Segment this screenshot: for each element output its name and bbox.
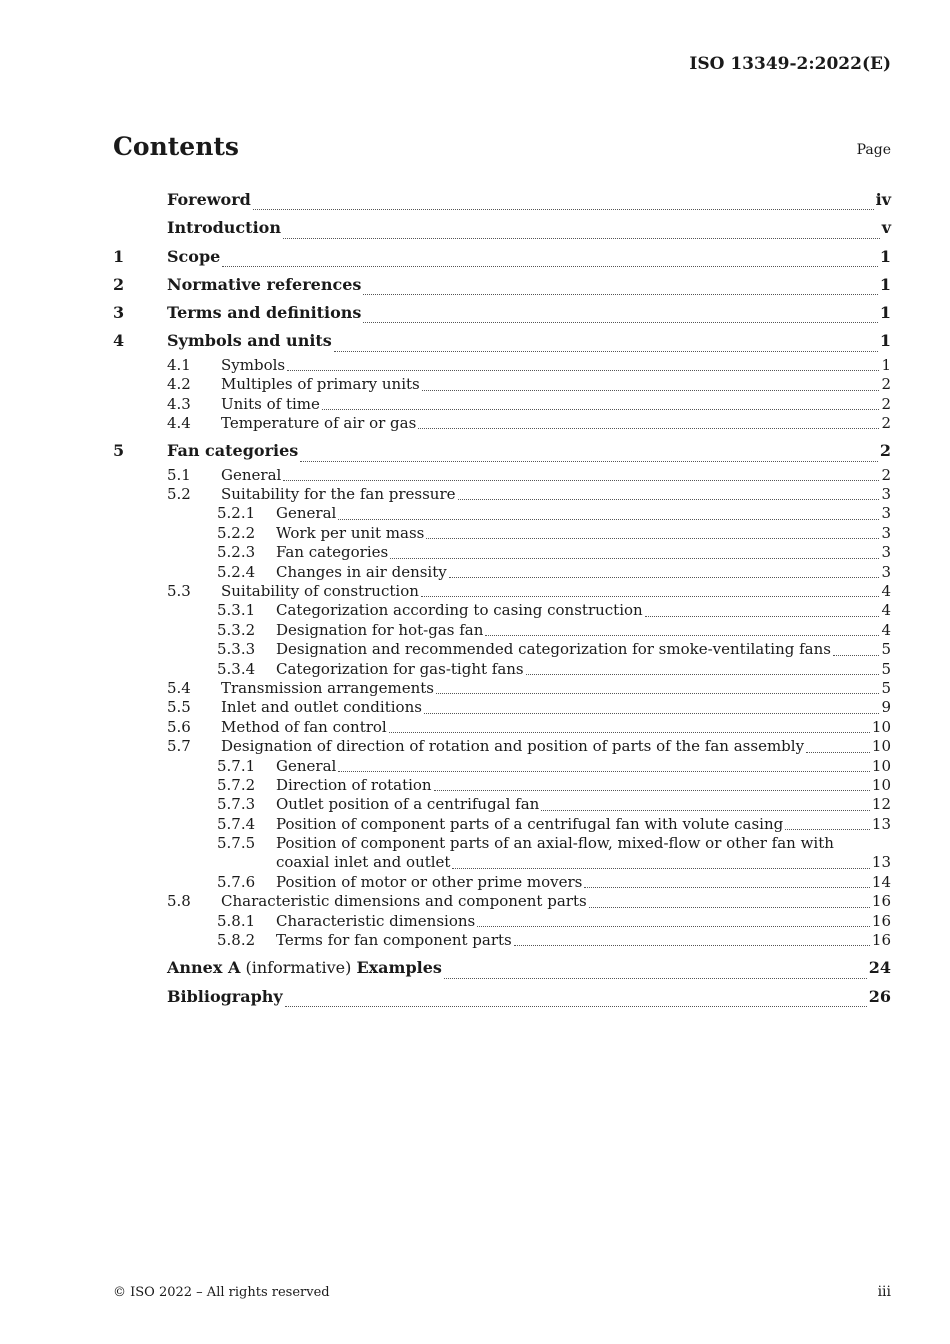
dot-leader	[485, 634, 879, 636]
toc-entry[interactable]	[113, 718, 891, 737]
toc-entry-title: Outlet position of a centrifugal fan	[276, 795, 540, 814]
toc-entry-title: Scope	[167, 246, 221, 266]
toc-entry[interactable]	[113, 873, 891, 892]
toc-entry[interactable]	[113, 582, 891, 601]
toc-entry-page: 13	[871, 853, 891, 872]
dot-leader	[806, 751, 870, 753]
toc-entry-number: 5.7.6	[217, 872, 256, 891]
toc-entry[interactable]	[113, 524, 891, 543]
page-number: iii	[877, 1284, 891, 1300]
dot-leader	[785, 828, 870, 830]
dot-leader	[452, 867, 869, 869]
toc-entry-page: 5	[881, 659, 891, 678]
dot-leader	[222, 265, 878, 267]
toc-entry-page: 1	[879, 274, 891, 294]
toc-entry-number: 5.6	[167, 717, 191, 736]
toc-entry-page: 10	[871, 756, 891, 775]
toc-entry-number: 5.2.2	[217, 523, 256, 542]
toc-entry-title: Introduction	[167, 218, 281, 238]
dot-leader	[363, 293, 877, 295]
toc-entry-page: 12	[871, 795, 891, 814]
toc-entry-page: 3	[881, 504, 891, 523]
toc-entry-title: Fan categories	[276, 543, 389, 562]
toc-entry[interactable]	[113, 356, 891, 375]
dot-leader	[287, 369, 879, 371]
toc-entry-number: 4.4	[167, 413, 191, 432]
toc-entry-title: Units of time	[221, 394, 320, 413]
toc-entry-title: Method of fan control	[221, 717, 387, 736]
toc-entry-number: 2	[113, 274, 125, 294]
toc-entry[interactable]	[113, 214, 891, 242]
toc-entry-title: Terms and definitions	[167, 303, 362, 323]
toc-entry-page: 26	[868, 986, 891, 1006]
dot-leader	[389, 731, 870, 733]
toc-entry-page: 3	[881, 523, 891, 542]
toc-entry-title: Categorization according to casing construction	[276, 601, 643, 620]
toc-entry-continuation[interactable]	[113, 853, 891, 872]
toc-entry-number: 5	[113, 441, 125, 461]
toc-entry[interactable]	[113, 815, 891, 834]
toc-entry-number: 5.3.3	[217, 640, 256, 659]
toc-entry[interactable]	[113, 892, 891, 911]
toc-entry[interactable]	[113, 660, 891, 679]
toc-entry-page: 16	[871, 931, 891, 950]
dot-leader	[426, 537, 879, 539]
toc-entry-number: 5.3.2	[217, 620, 256, 639]
toc-entry-title: Designation of direction of rotation and position of parts of the fan assembly	[221, 737, 805, 756]
dot-leader	[322, 408, 880, 410]
toc-entry-number: 4.2	[167, 375, 191, 394]
toc-entry-page: 3	[881, 543, 891, 562]
toc-entry-number: 5.2	[167, 485, 191, 504]
toc-entry[interactable]	[113, 601, 891, 620]
toc-entry-title: Suitability for the fan pressure	[221, 485, 456, 504]
toc-entry-number: 5.7.2	[217, 775, 256, 794]
toc-entry[interactable]	[113, 186, 891, 214]
dot-leader	[422, 389, 880, 391]
toc-entry-title: Position of component parts of a centrifugal fan with volute casing	[276, 814, 784, 833]
toc-entry-page: 9	[881, 698, 891, 717]
toc-entry-number: 4.1	[167, 355, 191, 374]
toc-entry-title: General	[276, 756, 337, 775]
toc-entry-number: 5.8.2	[217, 931, 256, 950]
toc-entry-title: Bibliography	[167, 986, 283, 1006]
toc-entry-page: 2	[881, 394, 891, 413]
toc-entry-number: 5.5	[167, 698, 191, 717]
dot-leader	[514, 944, 870, 946]
toc-entry-number: 5.3.4	[217, 659, 256, 678]
toc-entry[interactable]	[113, 375, 891, 394]
toc-entry-number: 5.2.1	[217, 504, 256, 523]
dot-leader	[363, 321, 877, 323]
dot-leader	[283, 237, 880, 239]
toc-entry-page: 1	[881, 355, 891, 374]
toc-entry[interactable]	[113, 912, 891, 931]
toc-entry[interactable]	[113, 485, 891, 504]
toc-entry-page: 10	[871, 775, 891, 794]
dot-leader	[477, 925, 870, 927]
toc-entry-annex-title: Examples	[356, 958, 442, 978]
toc-entry-title-continued: coaxial inlet and outlet	[276, 853, 451, 872]
toc-entry-title: Characteristic dimensions and component parts	[221, 892, 587, 911]
toc-entry-title: Work per unit mass	[276, 523, 425, 542]
toc-entry[interactable]	[113, 621, 891, 640]
dot-leader	[584, 886, 870, 888]
toc-entry-page: 2	[881, 375, 891, 394]
toc-entry-number: 4.3	[167, 394, 191, 413]
toc-entry-title: Transmission arrangements	[221, 678, 435, 697]
toc-entry-number: 5.8.1	[217, 911, 256, 930]
toc-entry-number: 3	[113, 303, 125, 323]
toc-entry[interactable]	[113, 466, 891, 485]
toc-entry-title: Annex A	[167, 958, 241, 978]
toc-entry-title: General	[276, 504, 337, 523]
toc-entry-page: v	[881, 218, 891, 238]
toc-entry-title: Temperature of air or gas	[221, 413, 417, 432]
toc-entry-number: 5.1	[167, 465, 191, 484]
toc-entry[interactable]	[113, 563, 891, 582]
toc-entry-page: 2	[881, 413, 891, 432]
toc-entry-page: 1	[879, 331, 891, 351]
toc-entry-page: iv	[875, 190, 891, 209]
toc-entry-page: 24	[868, 958, 891, 978]
toc-entry-title: Categorization for gas-tight fans	[276, 659, 524, 678]
toc-entry-page: 10	[871, 737, 891, 756]
toc-entry-number: 5.8	[167, 892, 191, 911]
toc-entry[interactable]	[113, 795, 891, 814]
dot-leader	[421, 595, 880, 597]
toc-entry-title: Multiples of primary units	[221, 375, 420, 394]
toc-entry-number: 1	[113, 246, 125, 266]
toc-entry-title: Direction of rotation	[276, 775, 432, 794]
toc-entry-number: 5.2.3	[217, 543, 256, 562]
toc-entry[interactable]	[113, 437, 891, 465]
toc-entry[interactable]	[113, 931, 891, 950]
toc-entry-title: Position of component parts of an axial-flow, mixed-flow or other fan with	[276, 834, 834, 853]
toc-entry-title: General	[221, 465, 282, 484]
dot-leader	[338, 518, 879, 520]
toc-entry[interactable]	[113, 414, 891, 433]
dot-leader	[444, 977, 867, 979]
copyright-notice: © ISO 2022 – All rights reserved	[113, 1285, 330, 1300]
dot-leader	[434, 789, 870, 791]
toc-entry-title: Designation and recommended categorization for smoke-ventilating fans	[276, 640, 831, 659]
toc-entry-title: Foreword	[167, 190, 251, 209]
dot-leader	[283, 479, 879, 481]
toc-entry-number: 5.3	[167, 581, 191, 600]
toc-entry-title: Symbols and units	[167, 331, 332, 351]
toc-entry-number: 5.7.3	[217, 795, 256, 814]
dot-leader	[338, 770, 870, 772]
toc-entry-page: 4	[881, 581, 891, 600]
toc-entry-page: 3	[881, 485, 891, 504]
toc-entry-page: 2	[881, 465, 891, 484]
toc-entry-page: 1	[879, 246, 891, 266]
toc-entry-title: Designation for hot-gas fan	[276, 620, 484, 639]
toc-entry[interactable]	[113, 698, 891, 717]
toc-entry[interactable]	[113, 737, 891, 756]
toc-entry-annex-type: (informative)	[240, 958, 357, 978]
dot-leader	[300, 460, 878, 462]
toc-entry[interactable]	[113, 299, 891, 327]
toc-entry-page: 13	[871, 814, 891, 833]
toc-entry-number: 5.7.4	[217, 814, 256, 833]
dot-leader	[418, 427, 879, 429]
dot-leader	[541, 809, 870, 811]
dot-leader	[390, 557, 879, 559]
toc-entry[interactable]	[113, 327, 891, 355]
page-column-label: Page	[856, 142, 891, 158]
toc-entry[interactable]	[113, 243, 891, 271]
toc-entry-page: 4	[881, 620, 891, 639]
toc-entry-page: 14	[871, 872, 891, 891]
toc-entry-title: Symbols	[221, 355, 286, 374]
contents-heading: Contents	[113, 132, 240, 161]
table-of-contents	[113, 186, 891, 1011]
dot-leader	[589, 906, 870, 908]
toc-entry-page: 3	[881, 562, 891, 581]
dot-leader	[458, 498, 880, 500]
toc-entry-title: Changes in air density	[276, 562, 447, 581]
toc-entry-title: Suitability of construction	[221, 581, 419, 600]
toc-entry[interactable]	[113, 983, 891, 1011]
toc-entry-page: 5	[881, 678, 891, 697]
dot-leader	[833, 654, 880, 656]
toc-entry-page: 4	[881, 601, 891, 620]
toc-entry-title: Position of motor or other prime movers	[276, 872, 583, 891]
toc-entry-number: 5.7.1	[217, 756, 256, 775]
toc-entry[interactable]	[113, 395, 891, 414]
dot-leader	[526, 673, 880, 675]
toc-entry-page: 2	[879, 441, 891, 461]
toc-entry[interactable]	[113, 543, 891, 562]
toc-entry-number: 5.2.4	[217, 562, 256, 581]
toc-entry-page: 16	[871, 892, 891, 911]
dot-leader	[285, 1005, 867, 1007]
dot-leader	[424, 712, 880, 714]
toc-entry-title: Inlet and outlet conditions	[221, 698, 422, 717]
toc-entry-number: 5.4	[167, 678, 191, 697]
dot-leader	[253, 208, 874, 210]
toc-entry[interactable]	[113, 679, 891, 698]
toc-entry-number: 4	[113, 331, 125, 351]
toc-entry-number: 5.7	[167, 737, 191, 756]
dot-leader	[645, 615, 880, 617]
toc-entry-title: Characteristic dimensions	[276, 911, 476, 930]
dot-leader	[436, 692, 879, 694]
toc-entry[interactable]	[113, 271, 891, 299]
dot-leader	[449, 576, 880, 578]
toc-entry[interactable]	[113, 834, 891, 853]
toc-entry[interactable]	[113, 504, 891, 523]
dot-leader	[334, 350, 878, 352]
toc-entry-page: 10	[871, 717, 891, 736]
toc-entry-page: 1	[879, 303, 891, 323]
toc-entry-page: 5	[881, 640, 891, 659]
toc-entry-number: 5.7.5	[217, 834, 256, 853]
toc-entry-page: 16	[871, 911, 891, 930]
toc-entry[interactable]	[113, 954, 891, 982]
toc-entry[interactable]	[113, 640, 891, 659]
toc-entry-title: Fan categories	[167, 441, 299, 461]
toc-entry[interactable]	[113, 757, 891, 776]
toc-entry-title: Terms for fan component parts	[276, 931, 512, 950]
toc-entry-number: 5.3.1	[217, 601, 256, 620]
document-id: ISO 13349-2:2022(E)	[689, 54, 891, 74]
toc-entry[interactable]	[113, 776, 891, 795]
toc-entry-title: Normative references	[167, 274, 362, 294]
